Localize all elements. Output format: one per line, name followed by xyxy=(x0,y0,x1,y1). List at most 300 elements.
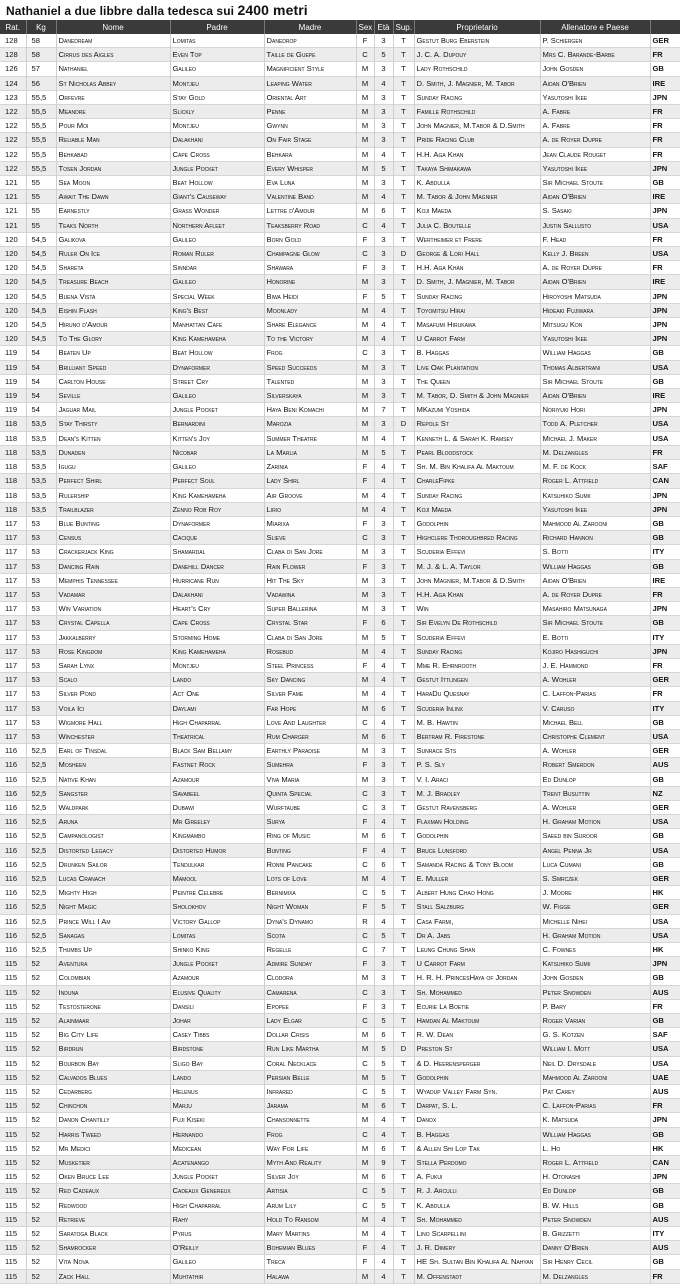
horse-name-cell: Drunken Sailor xyxy=(56,857,170,871)
rating-cell: 116 xyxy=(0,857,26,871)
rating-cell: 119 xyxy=(0,346,26,360)
surface-cell: T xyxy=(393,232,414,246)
table-row xyxy=(0,786,680,800)
owner-cell: HaraDu Quesnay xyxy=(414,687,540,701)
dam-cell: Sky Dancing xyxy=(264,673,356,687)
sire-cell: Marju xyxy=(170,1099,264,1113)
surface-cell: T xyxy=(393,516,414,530)
dam-cell: Slieve xyxy=(264,531,356,545)
country-cell: USA xyxy=(650,218,680,232)
dam-cell: Persian Belle xyxy=(264,1070,356,1084)
weight-cell: 53 xyxy=(26,644,56,658)
horse-name-cell: Blue Bunting xyxy=(56,516,170,530)
table-row xyxy=(0,1028,680,1042)
trainer-cell: F. Head xyxy=(540,232,650,246)
dam-cell: Rosebud xyxy=(264,644,356,658)
horse-name-cell: Wigmore Hall xyxy=(56,715,170,729)
sex-cell: F xyxy=(356,616,374,630)
dam-cell: To the Victory xyxy=(264,332,356,346)
surface-cell: T xyxy=(393,1227,414,1241)
age-cell: 7 xyxy=(374,403,393,417)
table-row xyxy=(0,1113,680,1127)
trainer-cell: William Haggas xyxy=(540,1127,650,1141)
age-cell: 3 xyxy=(374,516,393,530)
weight-cell: 54,5 xyxy=(26,332,56,346)
country-cell: GB xyxy=(650,346,680,360)
rating-cell: 120 xyxy=(0,332,26,346)
weight-cell: 54,5 xyxy=(26,261,56,275)
dam-cell: Taille de Guepe xyxy=(264,48,356,62)
surface-cell: T xyxy=(393,701,414,715)
sex-cell: F xyxy=(356,1255,374,1269)
owner-cell: Preston St xyxy=(414,1042,540,1056)
country-cell: GB xyxy=(650,1255,680,1269)
sex-cell: M xyxy=(356,204,374,218)
rating-cell: 117 xyxy=(0,516,26,530)
horse-name-cell: Await The Dawn xyxy=(56,190,170,204)
country-cell: USA xyxy=(650,928,680,942)
trainer-cell: John Gosden xyxy=(540,62,650,76)
surface-cell: T xyxy=(393,658,414,672)
age-cell: 4 xyxy=(374,644,393,658)
trainer-cell: L. Ho xyxy=(540,1141,650,1155)
weight-cell: 52,5 xyxy=(26,815,56,829)
owner-cell: Masafumi Hirukawa xyxy=(414,318,540,332)
dam-cell: Steel Princess xyxy=(264,658,356,672)
horse-name-cell: Buena Vista xyxy=(56,289,170,303)
owner-cell: Lino Scarpellini xyxy=(414,1227,540,1241)
sire-cell: King Kamehameha xyxy=(170,488,264,502)
horse-name-cell: Scalo xyxy=(56,673,170,687)
weight-cell: 55 xyxy=(26,190,56,204)
trainer-cell: C. Laffon-Parias xyxy=(540,1099,650,1113)
sex-cell: M xyxy=(356,105,374,119)
sex-cell: F xyxy=(356,474,374,488)
surface-cell: T xyxy=(393,758,414,772)
sire-cell: Hurricane Run xyxy=(170,573,264,587)
surface-cell: T xyxy=(393,1056,414,1070)
rating-cell: 115 xyxy=(0,1227,26,1241)
dam-cell: Lady Shirl xyxy=(264,474,356,488)
weight-cell: 54 xyxy=(26,403,56,417)
horse-name-cell: Brilliant Speed xyxy=(56,360,170,374)
weight-cell: 54,5 xyxy=(26,303,56,317)
sire-cell: Victory Gallop xyxy=(170,914,264,928)
sire-cell: King Kamehameha xyxy=(170,644,264,658)
country-cell: FR xyxy=(650,687,680,701)
weight-cell: 53 xyxy=(26,545,56,559)
surface-cell: T xyxy=(393,1184,414,1198)
dam-cell: Sumehra xyxy=(264,758,356,772)
owner-cell: Julia C. Boutelle xyxy=(414,218,540,232)
trainer-cell: P. Bary xyxy=(540,999,650,1013)
dam-cell: Talented xyxy=(264,374,356,388)
trainer-cell: William Haggas xyxy=(540,559,650,573)
trainer-cell: V. Caruso xyxy=(540,701,650,715)
rating-cell: 119 xyxy=(0,374,26,388)
owner-cell: Samanda Racing & Tony Bloom xyxy=(414,857,540,871)
age-cell: 5 xyxy=(374,1070,393,1084)
dam-cell: Love And Laughter xyxy=(264,715,356,729)
trainer-cell: Aidan O'Brien xyxy=(540,275,650,289)
owner-cell: K. Abdulla xyxy=(414,1198,540,1212)
horse-name-cell: Sanagas xyxy=(56,928,170,942)
owner-cell: Takaya Shimakawa xyxy=(414,161,540,175)
rating-cell: 122 xyxy=(0,105,26,119)
sire-cell: Sligo Bay xyxy=(170,1056,264,1070)
dam-cell: Ronni Pancake xyxy=(264,857,356,871)
surface-cell: T xyxy=(393,786,414,800)
trainer-cell: Sir Michael Stoute xyxy=(540,616,650,630)
sire-cell: Galileo xyxy=(170,1255,264,1269)
surface-cell: T xyxy=(393,1198,414,1212)
weight-cell: 52 xyxy=(26,1056,56,1070)
age-cell: 4 xyxy=(374,1113,393,1127)
sex-cell: F xyxy=(356,815,374,829)
sex-cell: F xyxy=(356,289,374,303)
sex-cell: M xyxy=(356,1113,374,1127)
owner-cell: H.H. Aga Khan xyxy=(414,261,540,275)
surface-cell: T xyxy=(393,34,414,48)
table-row xyxy=(0,1127,680,1141)
age-cell: 4 xyxy=(374,843,393,857)
rating-cell: 128 xyxy=(0,34,26,48)
weight-cell: 53,5 xyxy=(26,417,56,431)
surface-cell: T xyxy=(393,857,414,871)
sex-cell: M xyxy=(356,445,374,459)
table-row xyxy=(0,1141,680,1155)
dam-cell: Valentine Band xyxy=(264,190,356,204)
weight-cell: 53 xyxy=(26,687,56,701)
rating-cell: 116 xyxy=(0,943,26,957)
sire-cell: Dynaformer xyxy=(170,360,264,374)
table-row xyxy=(0,1070,680,1084)
sire-cell: Beat Hollow xyxy=(170,176,264,190)
owner-cell: Wertheimer et Frere xyxy=(414,232,540,246)
table-header xyxy=(0,20,680,34)
trainer-cell: J. Moore xyxy=(540,886,650,900)
rating-cell: 120 xyxy=(0,303,26,317)
surface-cell: T xyxy=(393,1212,414,1226)
surface-cell: T xyxy=(393,474,414,488)
surface-cell: T xyxy=(393,871,414,885)
table-row xyxy=(0,658,680,672)
surface-cell: T xyxy=(393,687,414,701)
rating-cell: 117 xyxy=(0,687,26,701)
trainer-cell: Michael Bell xyxy=(540,715,650,729)
table-row xyxy=(0,857,680,871)
weight-cell: 54 xyxy=(26,374,56,388)
dam-cell: Mary Martins xyxy=(264,1227,356,1241)
weight-cell: 53,5 xyxy=(26,474,56,488)
sire-cell: Act One xyxy=(170,687,264,701)
sex-cell: C xyxy=(356,1198,374,1212)
horse-name-cell: Shamrocker xyxy=(56,1241,170,1255)
trainer-cell: Yasutoshi Ikee xyxy=(540,90,650,104)
age-cell: 4 xyxy=(374,460,393,474)
dam-cell: Coral Necklace xyxy=(264,1056,356,1070)
sire-cell: Storming Home xyxy=(170,630,264,644)
horse-name-cell: Red Cadeaux xyxy=(56,1184,170,1198)
owner-cell: John Magnier, M.Tabor & D.Smith xyxy=(414,573,540,587)
owner-cell: Kenneth L. & Sarah K. Ramsey xyxy=(414,431,540,445)
sex-cell: F xyxy=(356,559,374,573)
table-row xyxy=(0,871,680,885)
weight-cell: 53 xyxy=(26,701,56,715)
trainer-cell: E. Botti xyxy=(540,630,650,644)
weight-cell: 52 xyxy=(26,1070,56,1084)
sire-cell: High Chaparral xyxy=(170,715,264,729)
table-row xyxy=(0,346,680,360)
sex-cell: M xyxy=(356,587,374,601)
owner-cell: Gestut Ravensberg xyxy=(414,800,540,814)
horse-name-cell: Prince Will I Am xyxy=(56,914,170,928)
country-cell: HK xyxy=(650,943,680,957)
owner-cell: Sh. M. Bin Khalifa Al Maktoum xyxy=(414,460,540,474)
horse-name-cell: Redwood xyxy=(56,1198,170,1212)
owner-cell: Godolphin xyxy=(414,1070,540,1084)
rating-cell: 117 xyxy=(0,602,26,616)
table-row xyxy=(0,687,680,701)
dam-cell: Arum Lily xyxy=(264,1198,356,1212)
rating-cell: 117 xyxy=(0,616,26,630)
trainer-cell: A. Wohler xyxy=(540,800,650,814)
horse-name-cell: Stay Thirsty xyxy=(56,417,170,431)
weight-cell: 52,5 xyxy=(26,758,56,772)
table-row xyxy=(0,573,680,587)
sire-cell: Peintre Celebre xyxy=(170,886,264,900)
col-rat-header: Rat. xyxy=(0,20,26,34)
country-cell: GB xyxy=(650,715,680,729)
sire-cell: Galileo xyxy=(170,275,264,289)
sex-cell: M xyxy=(356,389,374,403)
trainer-cell: H. Otonashi xyxy=(540,1170,650,1184)
title-text: Nathaniel a due libbre dalla tedesca sui xyxy=(6,4,235,18)
surface-cell: T xyxy=(393,218,414,232)
rating-cell: 116 xyxy=(0,829,26,843)
weight-cell: 52 xyxy=(26,1269,56,1283)
weight-cell: 54,5 xyxy=(26,275,56,289)
sire-cell: Grass Wonder xyxy=(170,204,264,218)
country-cell: FR xyxy=(650,232,680,246)
age-cell: 3 xyxy=(374,999,393,1013)
surface-cell: T xyxy=(393,133,414,147)
dam-cell: Chansonnette xyxy=(264,1113,356,1127)
table-row xyxy=(0,176,680,190)
dam-cell: Earthly Paradise xyxy=(264,744,356,758)
dam-cell: Hit The Sky xyxy=(264,573,356,587)
sire-cell: Even Top xyxy=(170,48,264,62)
trainer-cell: A. Fabre xyxy=(540,119,650,133)
dam-cell: Haya Beni Komachi xyxy=(264,403,356,417)
trainer-cell: Yasutoshi Ikee xyxy=(540,502,650,516)
weight-cell: 52,5 xyxy=(26,800,56,814)
trainer-cell: M. Delzangles xyxy=(540,1269,650,1283)
table-row xyxy=(0,1198,680,1212)
owner-cell: Wyadup Valley Farm Syn. xyxy=(414,1085,540,1099)
weight-cell: 52 xyxy=(26,1141,56,1155)
table-row xyxy=(0,886,680,900)
surface-cell: T xyxy=(393,488,414,502)
surface-cell: T xyxy=(393,204,414,218)
table-row xyxy=(0,1156,680,1170)
horse-name-cell: Mosheen xyxy=(56,758,170,772)
sex-cell: C xyxy=(356,531,374,545)
surface-cell: T xyxy=(393,559,414,573)
trainer-cell: Sir Henry Cecil xyxy=(540,1255,650,1269)
country-cell: JPN xyxy=(650,318,680,332)
weight-cell: 52 xyxy=(26,1099,56,1113)
table-row xyxy=(0,715,680,729)
owner-cell: Win xyxy=(414,602,540,616)
country-cell: USA xyxy=(650,1056,680,1070)
age-cell: 6 xyxy=(374,857,393,871)
rating-cell: 115 xyxy=(0,1141,26,1155)
trainer-cell: A. de Royer Dupre xyxy=(540,133,650,147)
sex-cell: C xyxy=(356,800,374,814)
horse-name-cell: Beaten Up xyxy=(56,346,170,360)
trainer-cell: Saeed bin Suroor xyxy=(540,829,650,843)
sex-cell: M xyxy=(356,119,374,133)
trainer-cell: C. Laffon-Parias xyxy=(540,687,650,701)
country-cell: FR xyxy=(650,445,680,459)
sex-cell: M xyxy=(356,772,374,786)
age-cell: 6 xyxy=(374,1099,393,1113)
dam-cell: Moonlady xyxy=(264,303,356,317)
weight-cell: 52 xyxy=(26,1014,56,1028)
page-title xyxy=(0,0,680,20)
table-row xyxy=(0,1227,680,1241)
trainer-cell: K. Matsuda xyxy=(540,1113,650,1127)
trainer-cell: H. Graham Motion xyxy=(540,815,650,829)
surface-cell: T xyxy=(393,1241,414,1255)
rating-cell: 118 xyxy=(0,488,26,502)
rating-cell: 122 xyxy=(0,119,26,133)
country-cell: FR xyxy=(650,1269,680,1283)
weight-cell: 53 xyxy=(26,616,56,630)
rating-cell: 118 xyxy=(0,460,26,474)
trainer-cell: S. Sasaki xyxy=(540,204,650,218)
rating-cell: 117 xyxy=(0,729,26,743)
sire-cell: Street Cry xyxy=(170,374,264,388)
horse-name-cell: Earl of Tinsdal xyxy=(56,744,170,758)
rating-cell: 122 xyxy=(0,161,26,175)
horse-name-cell: Jaguar Mail xyxy=(56,403,170,417)
trainer-cell: Kelly J. Breen xyxy=(540,247,650,261)
horse-name-cell: Rulership xyxy=(56,488,170,502)
age-cell: 4 xyxy=(374,1241,393,1255)
trainer-cell: Katsuhiko Sumii xyxy=(540,957,650,971)
age-cell: 3 xyxy=(374,261,393,275)
age-cell: 3 xyxy=(374,602,393,616)
surface-cell: T xyxy=(393,971,414,985)
rating-cell: 120 xyxy=(0,289,26,303)
table-row xyxy=(0,943,680,957)
age-cell: 4 xyxy=(374,815,393,829)
table-row xyxy=(0,48,680,62)
horse-name-cell: Shareta xyxy=(56,261,170,275)
table-row xyxy=(0,204,680,218)
sire-cell: Special Week xyxy=(170,289,264,303)
sex-cell: C xyxy=(356,1127,374,1141)
rating-cell: 118 xyxy=(0,417,26,431)
weight-cell: 53,5 xyxy=(26,431,56,445)
table-row xyxy=(0,1241,680,1255)
country-cell: IRE xyxy=(650,573,680,587)
country-cell: JPN xyxy=(650,403,680,417)
table-row xyxy=(0,374,680,388)
sire-cell: Theatrical xyxy=(170,729,264,743)
table-row xyxy=(0,673,680,687)
owner-cell: H. R. H. PrincesHaya of Jordan xyxy=(414,971,540,985)
dam-cell: Camarena xyxy=(264,985,356,999)
surface-cell: T xyxy=(393,1099,414,1113)
sex-cell: F xyxy=(356,1241,374,1255)
dam-cell: Lirio xyxy=(264,502,356,516)
horse-name-cell: Zack Hall xyxy=(56,1269,170,1283)
surface-cell: T xyxy=(393,573,414,587)
owner-cell: Leung Chung Shan xyxy=(414,943,540,957)
age-cell: 4 xyxy=(374,1269,393,1283)
sex-cell: C xyxy=(356,985,374,999)
table-row xyxy=(0,105,680,119)
weight-cell: 53 xyxy=(26,573,56,587)
age-cell: 6 xyxy=(374,829,393,843)
table-row xyxy=(0,630,680,644)
country-cell: ITY xyxy=(650,1227,680,1241)
horse-name-cell: Lucas Cranach xyxy=(56,871,170,885)
owner-cell: The Queen xyxy=(414,374,540,388)
country-cell: JPN xyxy=(650,1113,680,1127)
surface-cell: T xyxy=(393,502,414,516)
rating-cell: 116 xyxy=(0,928,26,942)
dam-cell: Epopee xyxy=(264,999,356,1013)
country-cell: IRE xyxy=(650,389,680,403)
sex-cell: C xyxy=(356,1184,374,1198)
trainer-cell: Katsuhiko Sumii xyxy=(540,488,650,502)
trainer-cell: M. Delzangles xyxy=(540,445,650,459)
rating-cell: 116 xyxy=(0,758,26,772)
horse-name-cell: Chinchon xyxy=(56,1099,170,1113)
trainer-cell: A. Fabre xyxy=(540,105,650,119)
owner-cell: P. S. Sly xyxy=(414,758,540,772)
table-row xyxy=(0,545,680,559)
horse-name-cell: Aruna xyxy=(56,815,170,829)
horse-name-cell: Earnestly xyxy=(56,204,170,218)
horse-name-cell: Crystal Capella xyxy=(56,616,170,630)
sire-cell: Lando xyxy=(170,673,264,687)
owner-cell: Darpat, S. L. xyxy=(414,1099,540,1113)
sex-cell: M xyxy=(356,1156,374,1170)
dam-cell: Eva Luna xyxy=(264,176,356,190)
horse-name-cell: Vadamar xyxy=(56,587,170,601)
dam-cell: Gwynn xyxy=(264,119,356,133)
weight-cell: 57 xyxy=(26,62,56,76)
horse-name-cell: Sarah Lynx xyxy=(56,658,170,672)
trainer-cell: Justin Sallusto xyxy=(540,218,650,232)
sire-cell: Sholokhov xyxy=(170,900,264,914)
dam-cell: Air Groove xyxy=(264,488,356,502)
trainer-cell: Aidan O'Brien xyxy=(540,389,650,403)
age-cell: 3 xyxy=(374,786,393,800)
rating-cell: 120 xyxy=(0,247,26,261)
age-cell: 3 xyxy=(374,105,393,119)
weight-cell: 52,5 xyxy=(26,900,56,914)
owner-cell: R. W. Dean xyxy=(414,1028,540,1042)
age-cell: 3 xyxy=(374,389,393,403)
sex-cell: F xyxy=(356,516,374,530)
table-row xyxy=(0,403,680,417)
